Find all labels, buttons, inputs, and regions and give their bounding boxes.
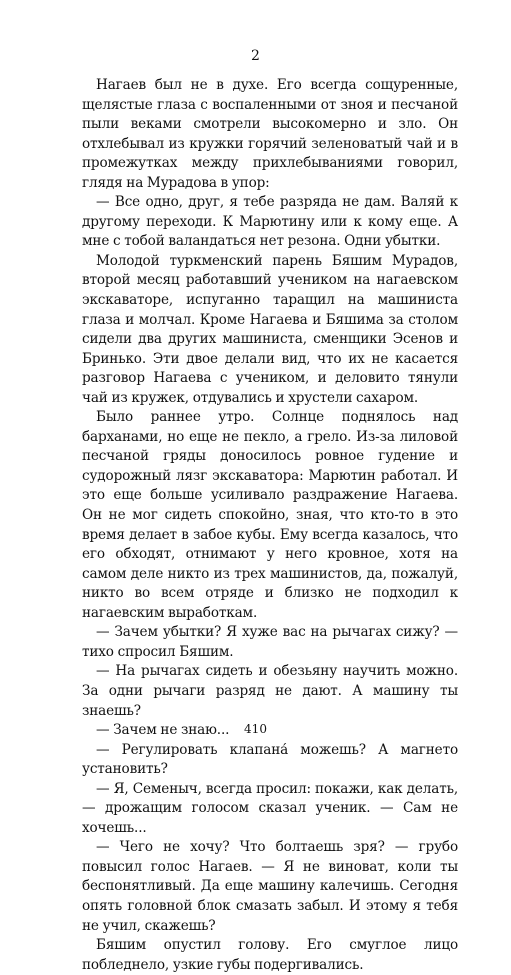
- paragraph: — Все одно, друг, я тебе разряда не дам. Валяй к другому переходи. К Марютину или к кому еще. А мне с тобой валандаться нет резона. Одни убытки.: [82, 194, 458, 250]
- body-text: [82, 76, 458, 975]
- paragraph: Нагаев был не в духе. Его всегда сощуренные, щелястые глаза с воспаленными от зноя и песчаной пыли веками смотрели высокомерно и зло. Он отхлебывал из кружки горячий зеленоватый чай и в промежутках между прихлебываниями говорил, глядя на Мурадова в упор:: [82, 77, 458, 191]
- chapter-number: 2: [251, 48, 260, 64]
- paragraph: — Зачем убытки? Я хуже вас на рычагах сижу? — тихо спросил Бяшим.: [82, 624, 458, 660]
- paragraph: — Чего не хочу? Что болтаешь зря? — грубо повысил голос Нагаев. — Я не виноват, коли ты беспонятливый. Да еще машину калечишь. Сегодня опять головной блок смазать забыл. И этому я тебя не учил, скажешь?: [82, 839, 458, 934]
- paragraph: — Зачем не знаю...: [96, 722, 230, 739]
- paragraph: Бяшим опустил голову. Его смуглое лицо побледнело, узкие губы подергивались.: [82, 937, 458, 973]
- page-number: 410: [244, 722, 267, 736]
- paragraph: — На рычагах сидеть и обезьяну научить можно. За одни рычаги разряд не дают. А машину ты знаешь?: [82, 663, 458, 719]
- paragraph: Было раннее утро. Солнце поднялось над барханами, но еще не пекло, а грело. Из-за лиловой песчаной гряды доносилось ровное гудение и судорожный лязг экскаватора: Марютин работал. И это еще больше усиливало раздражение Нагаева. Он не мог сидеть спокойно, зная, что кто-то в это время делает в забое кубы. Ему всегда казалось, что его обходят, отнимают у него кровное, хотя на самом деле никто из трех машинистов, да, пожалуй, никто во всем отряде и близко не подходил к нагаевским выработкам.: [82, 409, 458, 621]
- paragraph: — Я, Семеныч, всегда просил: покажи, как делать, — дрожащим голосом сказал ученик. — Сам не хочешь...: [82, 780, 458, 836]
- paragraph: Молодой туркменский парень Бяшим Мурадов, второй месяц работавший учеником на нагаевском экскаваторе, испуганно таращил на машиниста глаза и молчал. Кроме Нагаева и Бяшима за столом сидели два других машиниста, сменщики Эсенов и Бринько. Эти двое делали вид, что их не касается разговор Нагаева с учеником, и деловито тянули чай из кружек, отдувались и хрустели сахаром.: [82, 252, 458, 406]
- paragraph: — Регулировать клапана́ можешь? А магнето установить?: [82, 741, 458, 778]
